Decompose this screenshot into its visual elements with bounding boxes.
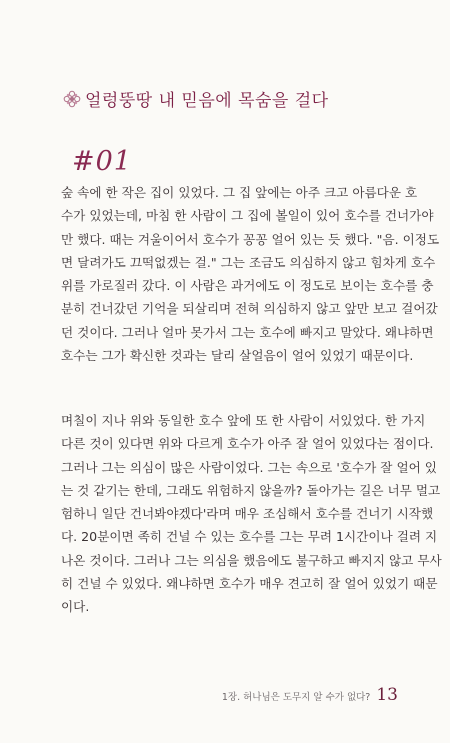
page-footer <box>222 685 398 705</box>
text-line: 면 달려가도 끄떡없겠는 걸." 그는 조금도 의심하지 않고 힘차게 호수 <box>61 254 436 270</box>
text-line: 숲 속에 한 작은 집이 있었다. 그 집 앞에는 아주 크고 아름다운 호 <box>61 185 418 200</box>
text-line: 그러나 그는 의심이 많은 사람이었다. 그는 속으로 '호수가 잘 얼어 있 <box>61 459 437 475</box>
running-chapter-title: 1장. 허나님은 도무지 알 수가 없다? <box>221 692 371 703</box>
section-heading <box>63 86 329 111</box>
text-line: 나온 것이다. 그러나 그는 의심을 했음에도 불구하고 빠지지 않고 무사 <box>61 552 442 568</box>
text-line: 는 것 같기는 한데, 그래도 위험하지 않을까? 돌아가는 길은 너무 멀고 <box>61 482 441 498</box>
page-number: 13 <box>376 685 398 705</box>
text-line: 다른 것이 있다면 위와 다르게 호수가 아주 잘 얼어 있었다는 점이다. <box>61 436 434 452</box>
section-title: 얼렁뚱땅 내 믿음에 목숨을 걸다 <box>85 91 329 111</box>
chapter-number: #01 <box>72 146 132 177</box>
text-line: 수가 있었는데, 마침 한 사람이 그 집에 볼일이 있어 호수를 건너가야 <box>61 208 434 224</box>
text-line: 분히 건너갔던 기억을 되살리며 전혀 의심하지 않고 앞만 보고 걸어갔 <box>61 301 438 317</box>
text-line: 이다. <box>61 599 90 615</box>
text-line: 호수는 그가 확신한 것과는 달리 살얼음이 얼어 있었기 때문이다. <box>61 348 414 364</box>
text-line: 험하니 일단 건너봐야겠다'라며 매우 조심해서 호수를 건너기 시작했 <box>61 506 434 522</box>
paragraph-1 <box>61 181 440 367</box>
text-line: 며칠이 지나 위와 동일한 호수 앞에 또 한 사람이 서있었다. 한 가지 <box>61 413 426 428</box>
paragraph-2 <box>61 409 442 619</box>
text-line: 다. 20분이면 족히 건널 수 있는 호수를 그는 무려 1시간이나 걸려 지 <box>61 529 438 545</box>
text-line: 히 건널 수 있었다. 왜냐하면 호수가 매우 견고히 잘 얼어 있었기 때문 <box>61 576 438 592</box>
text-line: 던 것이다. 그러나 얼마 못가서 그는 호수에 빠지고 말았다. 왜냐하면 <box>61 324 434 340</box>
text-line: 만 했다. 때는 겨울이어서 호수가 꽁꽁 얼어 있는 듯 했다. "음. 이정도 <box>61 231 440 247</box>
text-line: 위를 가로질러 갔다. 이 사람은 과거에도 이 정도로 보이는 호수를 충 <box>61 278 434 294</box>
flower-ornament-icon <box>63 90 81 108</box>
